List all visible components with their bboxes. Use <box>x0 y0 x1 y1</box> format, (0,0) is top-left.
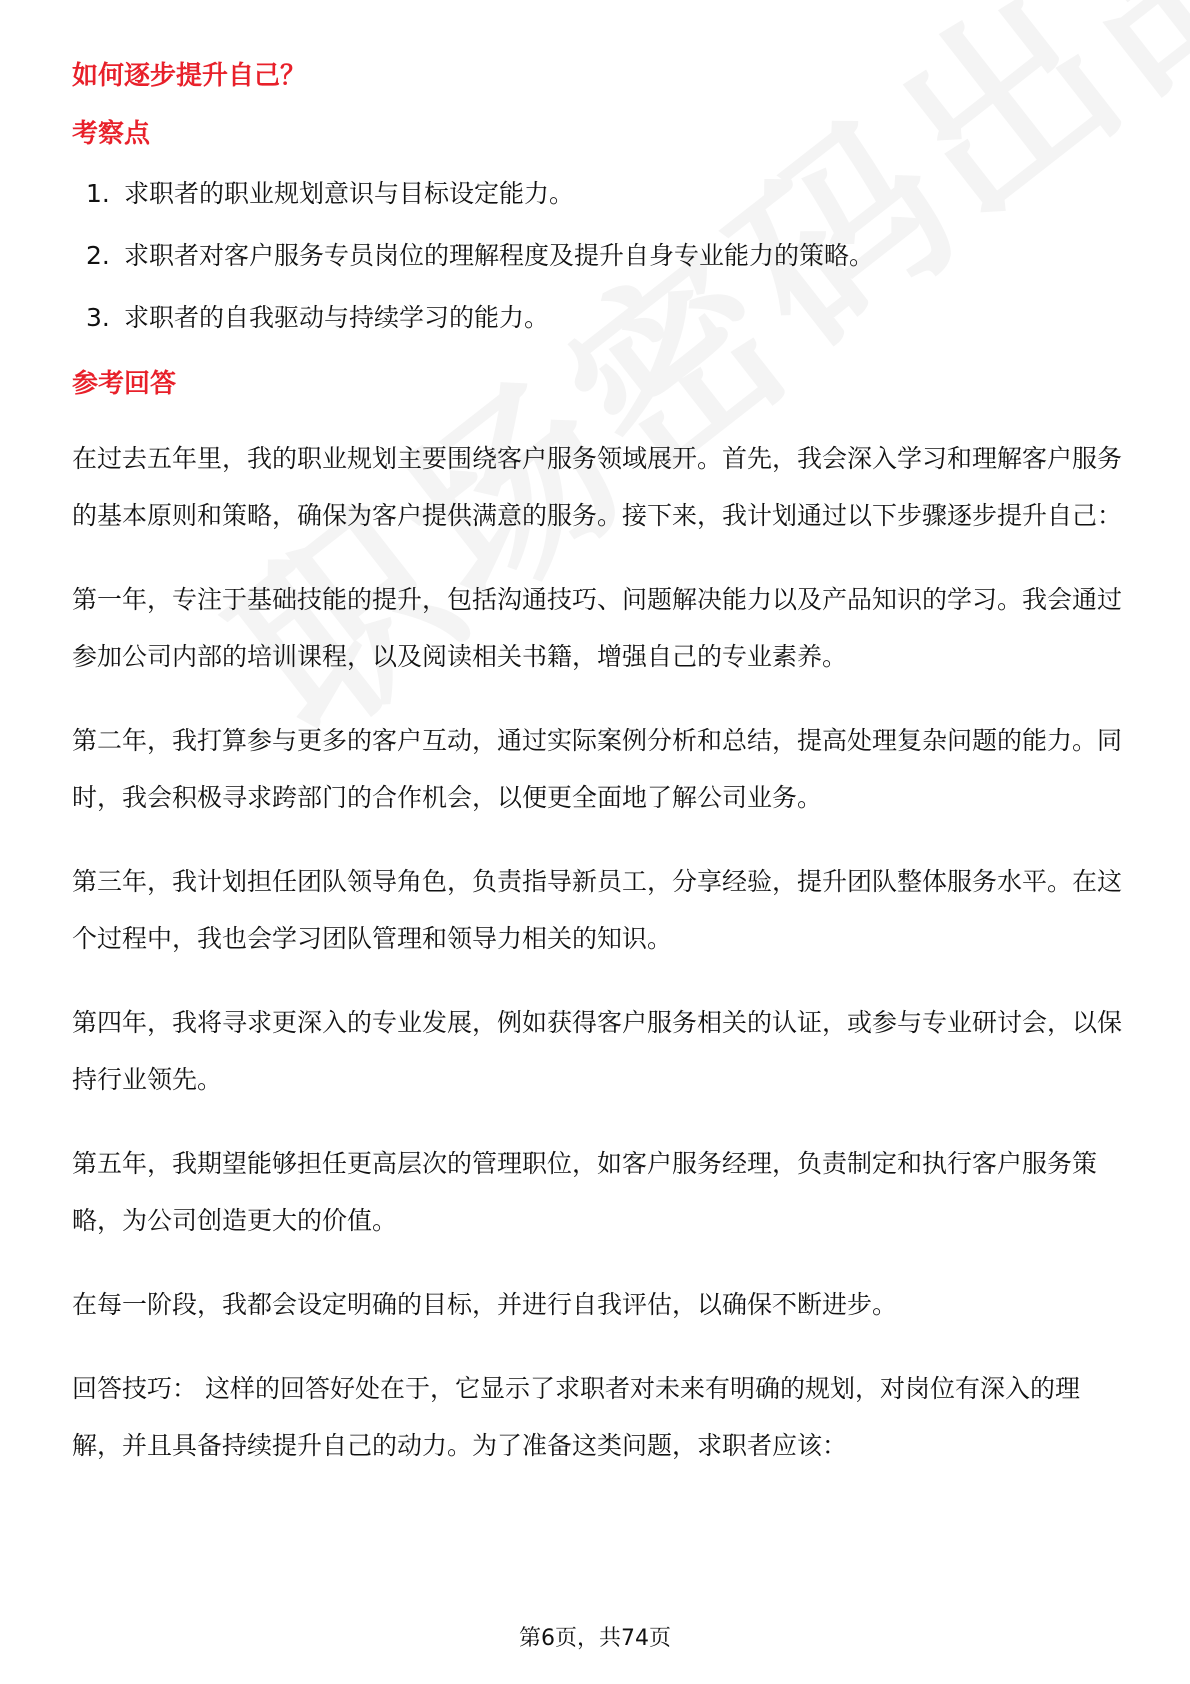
page-content <box>72 56 1122 1474</box>
evaluation-points-list <box>72 174 1122 338</box>
answer-paragraph: 在过去五年里，我的职业规划主要围绕客户服务领域展开。首先，我会深入学习和理解客户服务的基本原则和策略，确保为客户提供满意的服务。接下来，我计划通过以下步骤逐步提升自己： <box>72 444 1123 530</box>
answer-paragraph: 第四年，我将寻求更深入的专业发展，例如获得客户服务相关的认证，或参与专业研讨会，以保持行业领先。 <box>72 1008 1123 1094</box>
page-number-footer: 第6页，共74页 <box>519 1626 671 1651</box>
list-item-number: 2. <box>86 241 110 270</box>
answer-paragraph: 第五年，我期望能够担任更高层次的管理职位，如客户服务经理，负责制定和执行客户服务策略，为公司创造更大的价值。 <box>72 1149 1098 1235</box>
answer-paragraph: 第一年，专注于基础技能的提升，包括沟通技巧、问题解决能力以及产品知识的学习。我会通过参加公司内部的培训课程，以及阅读相关书籍，增强自己的专业素养。 <box>72 585 1123 671</box>
list-item-number: 3. <box>86 303 110 332</box>
answer-tips-paragraph: 回答技巧： 这样的回答好处在于，它显示了求职者对未来有明确的规划，对岗位有深入的理解，并且具备持续提升自己的动力。为了准备这类问题，求职者应该： <box>72 1374 1080 1460</box>
list-item <box>72 236 1122 276</box>
section-heading-kaochadian: 考察点 <box>72 119 151 149</box>
list-item-number: 1. <box>86 179 110 208</box>
list-item-text: 求职者的自我驱动与持续学习的能力。 <box>124 303 550 332</box>
list-item-text: 求职者对客户服务专员岗位的理解程度及提升自身专业能力的策略。 <box>124 241 875 270</box>
list-item <box>72 174 1122 214</box>
section-heading-cankao: 参考回答 <box>72 369 177 399</box>
answer-paragraph: 第二年，我打算参与更多的客户互动，通过实际案例分析和总结，提高处理复杂问题的能力。同时，我会积极寻求跨部门的合作机会，以便更全面地了解公司业务。 <box>72 726 1123 812</box>
answer-paragraph: 第三年，我计划担任团队领导角色，负责指导新员工，分享经验，提升团队整体服务水平。在这个过程中，我也会学习团队管理和领导力相关的知识。 <box>72 867 1123 953</box>
list-item-text: 求职者的职业规划意识与目标设定能力。 <box>124 179 575 208</box>
answer-paragraph: 在每一阶段，我都会设定明确的目标，并进行自我评估，以确保不断进步。 <box>72 1290 898 1319</box>
page-title: 如何逐步提升自己？ <box>72 61 307 91</box>
list-item <box>72 298 1122 338</box>
